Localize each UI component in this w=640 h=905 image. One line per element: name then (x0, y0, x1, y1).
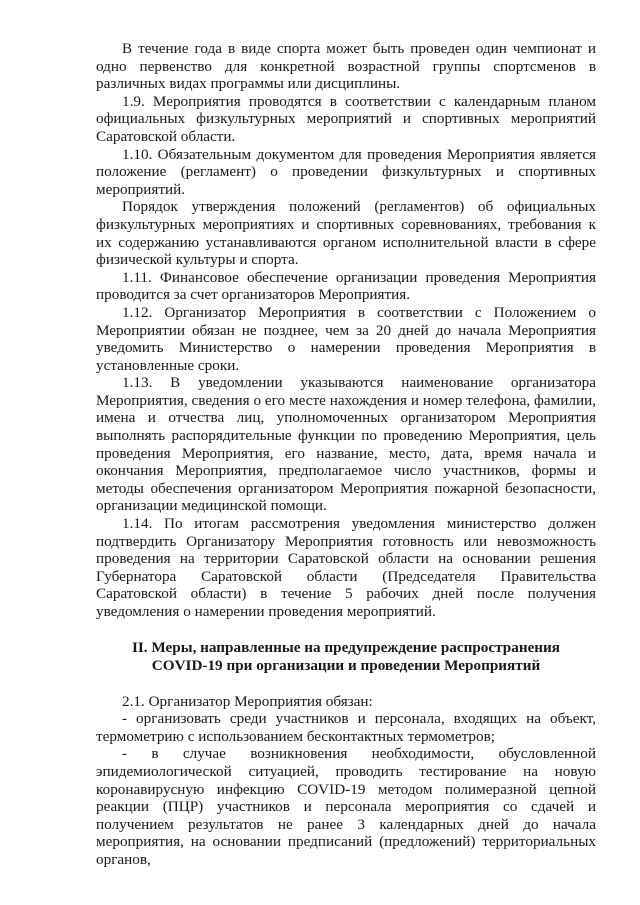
paragraph-1-13: 1.13. В уведомлении указываются наименование организатора Мероприятия, сведения о его месте нахождения и номер телефона, фамилии, имена и отчества лиц, уполномоченных организатором Мероприятия выполнять распорядительные функции по проведению Мероприятия, цель проведения Мероприятия, его название, место, дата, время начала и окончания Мероприятия, предполагаемое число участников, формы и методы обеспечения организатором Мероприятия пожарной безопасности, организации медицинской помощи. (96, 374, 596, 515)
document-page (96, 40, 596, 869)
paragraph-pcr-testing: - в случае возникновения необходимости, обусловленной эпидемиологической ситуацией, проводить тестирование на новую коронавирусную инфекцию COVID-19 методом полимеразной цепной реакции (ПЦР) участников и персонала мероприятия со сдачей и получением результатов не ранее 3 календарных дней до начала мероприятия, на основании предписаний (предложений) территориальных органов, (96, 745, 596, 868)
paragraph-competition-limit: В течение года в виде спорта может быть проведен один чемпионат и одно первенство для конкретной возрастной группы спортсменов в различных видах программы или дисциплины. (96, 40, 596, 93)
paragraph-1-14: 1.14. По итогам рассмотрения уведомления министерство должен подтвердить Организатору Мероприятия готовность или невозможность проведения на территории Саратовской области на основании решения Губернатора Саратовской области (Председателя Правительства Саратовской области) в течение 5 рабочих дней после получения уведомления о намерении проведения мероприятий. (96, 515, 596, 620)
paragraph-thermometry: - организовать среди участников и персонала, входящих на объект, термометрию с использованием бесконтактных термометров; (96, 710, 596, 745)
paragraph-regulation-order: Порядок утверждения положений (регламентов) об официальных физкультурных мероприятиях и спортивных соревнованиях, требования к их содержанию устанавливаются органом исполнительной власти в сфере физической культуры и спорта. (96, 198, 596, 269)
paragraph-1-11: 1.11. Финансовое обеспечение организации проведения Мероприятия проводится за счет организаторов Мероприятия. (96, 268, 596, 304)
paragraph-1-10: 1.10. Обязательным документом для проведения Мероприятия является положение (регламент) о проведении физкультурных и спортивных мероприятий. (96, 145, 596, 198)
paragraph-1-9: 1.9. Мероприятия проводятся в соответствии с календарным планом официальных физкультурных мероприятий и спортивных мероприятий Саратовской области. (96, 92, 596, 145)
paragraph-2-1: 2.1. Организатор Мероприятия обязан: (122, 692, 373, 710)
section-heading-line-2: COVID-19 при организации и проведении Мероприятий (151, 656, 541, 674)
paragraph-1-12: 1.12. Организатор Мероприятия в соответствии с Положением о Мероприятии обязан не позднее, чем за 20 дней до начала Мероприятия уведомить Министерство о намерении проведения Мероприятия в установленные сроки. (96, 303, 596, 374)
section-heading (96, 639, 596, 675)
section-heading-line-1: II. Меры, направленные на предупреждение распространения (131, 638, 561, 656)
